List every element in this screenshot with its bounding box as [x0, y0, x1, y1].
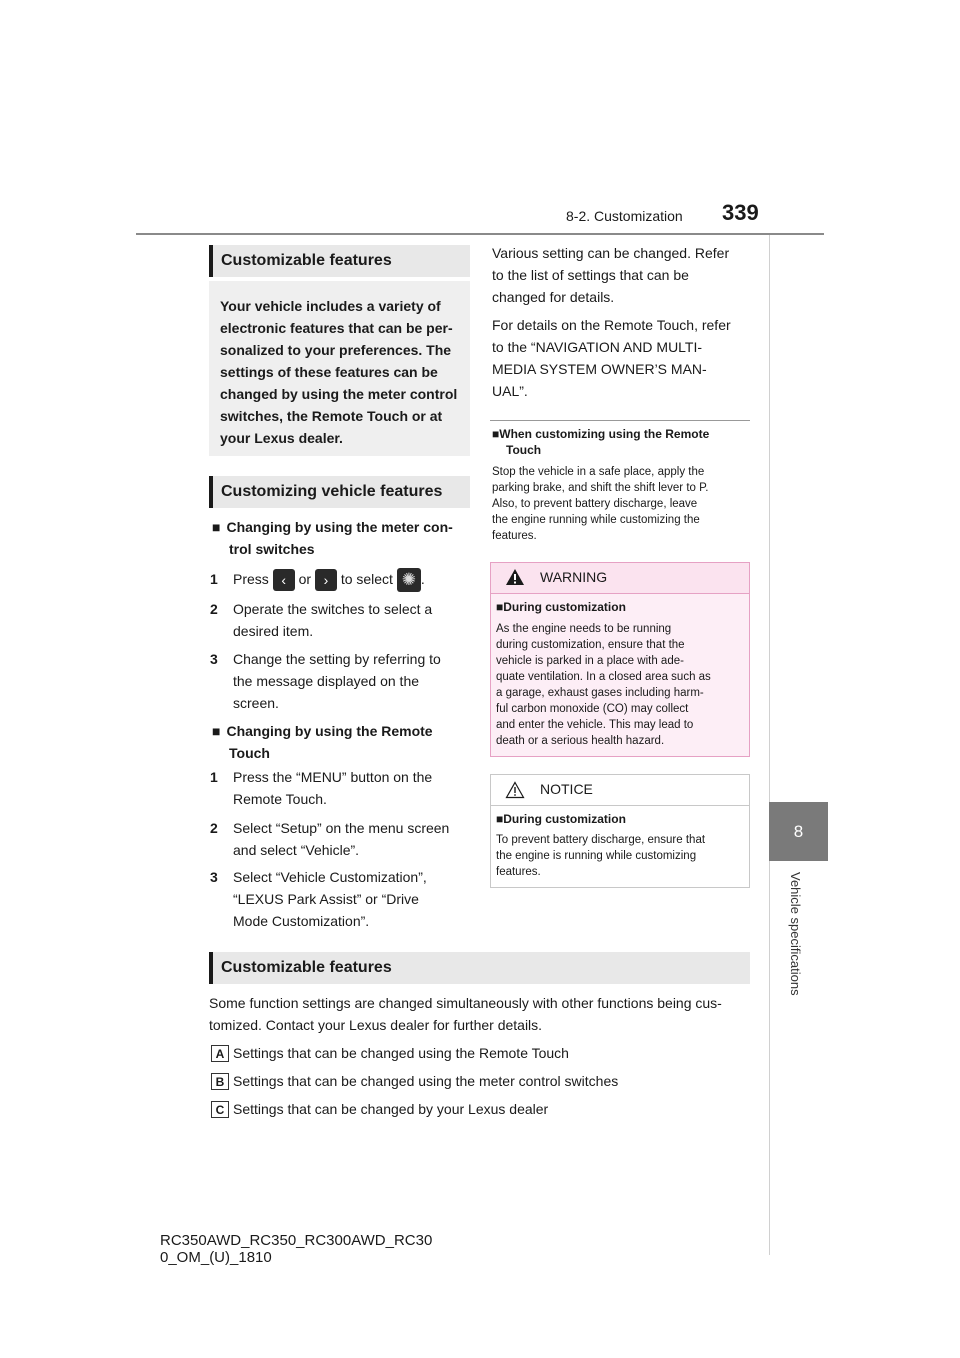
step-2-remote: 2 Select “Setup” on the menu screen and select “Vehicle”.	[210, 820, 450, 858]
warning-triangle-icon	[505, 568, 525, 586]
notice-box	[490, 774, 750, 888]
footer-doc-code: RC350AWD_RC350_RC300AWD_RC30 0_OM_(U)_1810	[160, 1232, 433, 1266]
note-rule	[490, 420, 750, 421]
chapter-number: 8	[793, 821, 804, 841]
header-rule	[136, 233, 824, 235]
subheading-remote-touch: ■ Changing by using the Remote Touch	[212, 723, 433, 761]
notice-subheading: ■During customization	[496, 812, 626, 826]
notice-text: To prevent battery discharge, ensure that the engine is running while customizing features.	[496, 834, 706, 878]
paragraph-remote-touch-ref: For details on the Remote Touch, refer to the “NAVIGATION AND MULTI- MEDIA SYSTEM OWNER’S MAN- UAL”.	[492, 317, 731, 399]
intro-line: your Lexus dealer.	[220, 430, 343, 446]
subheading-meter-switches: ■ Changing by using the meter con- trol switches	[212, 519, 453, 557]
page-number: 339	[722, 200, 759, 225]
warning-title: WARNING	[540, 569, 608, 585]
intro-line: electronic features that can be per-	[220, 320, 453, 336]
legend-letter-c: C	[211, 1101, 229, 1118]
legend-letter-b: B	[211, 1073, 229, 1090]
features-intro: Some function settings are changed simultaneously with other functions being cus- tomized. Contact your Lexus dealer for further details.	[209, 995, 722, 1033]
paragraph-settings: Various setting can be changed. Refer to the list of settings that can be changed for details.	[492, 245, 730, 305]
chapter-tab[interactable]	[769, 802, 828, 861]
section-header-label: Customizable features	[221, 252, 392, 269]
warning-box	[490, 562, 750, 757]
side-tab-rule	[769, 235, 770, 1255]
note-text: Stop the vehicle in a safe place, apply the parking brake, and shift the shift lever to P. Also, to prevent battery discharge, leave the engine running while customizing the features.	[492, 466, 709, 542]
intro-box	[209, 281, 470, 456]
gear-icon	[397, 568, 421, 592]
legend-text-c: Settings that can be changed by your Lexus dealer	[233, 1101, 549, 1117]
square-bullet-icon: ■	[496, 812, 504, 826]
intro-line: sonalized to your preferences. The	[220, 342, 452, 358]
chapter-title-vertical	[788, 872, 808, 1008]
legend-text-a: Settings that can be changed using the Remote Touch	[233, 1045, 569, 1061]
legend-text-b: Settings that can be changed using the meter control switches	[233, 1073, 619, 1089]
section-header-customizable-features-list	[209, 952, 750, 984]
chevron-left-icon: ‹	[273, 569, 295, 591]
section-header-customizing-vehicle	[209, 476, 470, 508]
warning-text: As the engine needs to be running during customization, ensure that the vehicle is parked in a place with ade- quate ventilation. In a closed area such as a garage, exhaust gases including harm- ful carbon monoxide (CO) may collect and enter the vehicle. This may lead to death or a serious health hazard.	[496, 623, 711, 747]
square-bullet-icon: ■	[212, 723, 221, 739]
step-1-meter: 1 Press ‹ or › to select ✺ .	[210, 568, 472, 592]
intro-line: Your vehicle includes a variety of	[220, 298, 441, 314]
intro-line: switches, the Remote Touch or at	[220, 408, 443, 424]
chapter-title: Vehicle specifications	[788, 872, 803, 996]
intro-line: settings of these features can be	[220, 364, 438, 380]
square-bullet-icon: ■	[212, 519, 221, 535]
step-3-meter: 3 Change the setting by referring to the message displayed on the screen.	[210, 651, 441, 711]
chevron-right-icon: ›	[315, 569, 337, 591]
legend-letter-a: A	[211, 1045, 229, 1062]
intro-line: changed by using the meter control	[220, 386, 458, 402]
notice-triangle-icon	[505, 781, 525, 799]
square-bullet-icon: ■	[492, 427, 500, 441]
step-1-remote: 1 Press the “MENU” button on the Remote Touch.	[210, 769, 433, 807]
warning-header	[491, 563, 749, 594]
section-header-label: Customizing vehicle features	[221, 483, 443, 500]
section-header-customizable-features	[209, 245, 470, 277]
section-title: 8-2. Customization	[566, 208, 683, 224]
section-header-label: Customizable features	[221, 959, 392, 976]
step-3-remote: 3 Select “Vehicle Customization”, “LEXUS Park Assist” or “Drive Mode Customization”.	[210, 869, 427, 929]
notice-header	[491, 775, 749, 806]
step-2-meter: 2 Operate the switches to select a desired item.	[210, 601, 433, 639]
notice-title: NOTICE	[540, 781, 593, 797]
warning-subheading: ■During customization	[496, 600, 626, 614]
square-bullet-icon: ■	[496, 600, 504, 614]
note-heading: ■When customizing using the Remote Touch	[492, 427, 710, 457]
